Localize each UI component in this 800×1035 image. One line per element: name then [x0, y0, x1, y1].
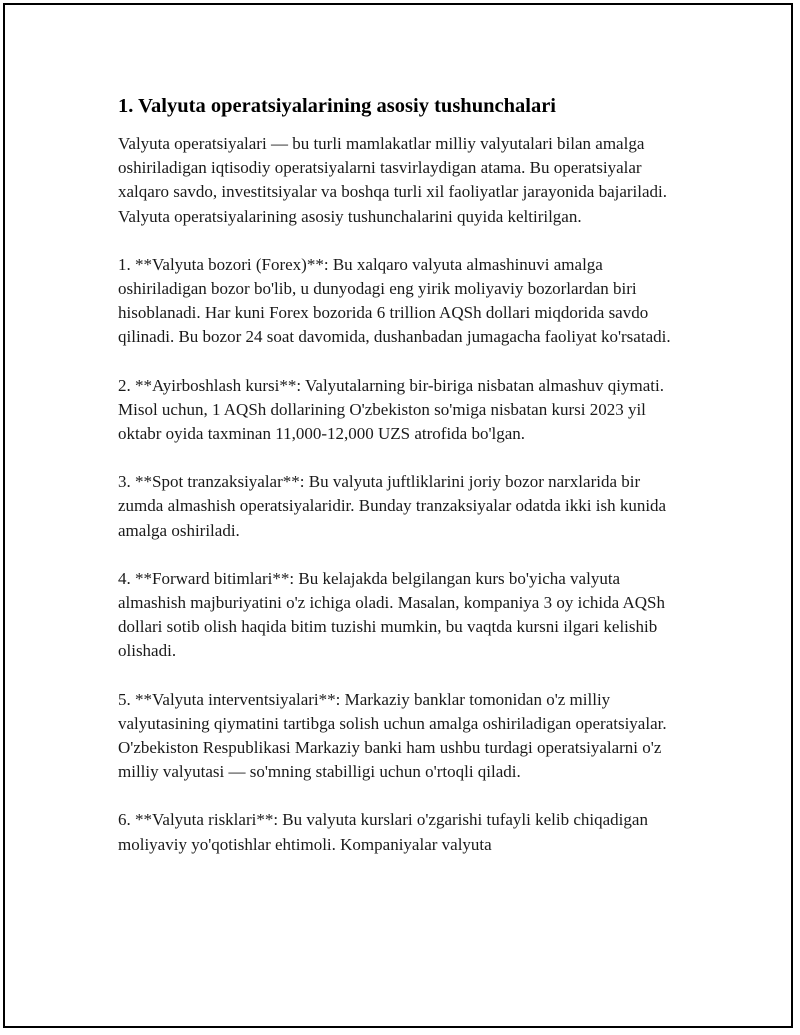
paragraph-currency-interventions: 5. **Valyuta interventsiyalari**: Markaziy banklar tomonidan o'z milliy valyutasining qiymatini tartibga solish uchun amalga oshiriladigan operatsiyalar. O'zbekiston Respublikasi Markaziy banki ham ushbu turdagi operatsiyalarni o'z milliy valyutasi — so'mning stabilligi uchun o'rtoqli qiladi. — [118, 689, 667, 782]
paragraph-forex: 1. **Valyuta bozori (Forex)**: Bu xalqaro valyuta almashinuvi amalga oshiriladigan bozor bo'lib, u dunyodagi eng yirik moliyaviy bozorlardan biri hisoblanadi. Har kuni Forex bozorida 6 trillion AQSh dollari miqdorida savdo qilinadi. Bu bozor 24 soat davomida, dushanbadan jumagacha faoliyat ko'rsatadi. — [118, 254, 671, 347]
paragraph-currency-risks: 6. **Valyuta risklari**: Bu valyuta kurslari o'zgarishi tufayli kelib chiqadigan moliyaviy yo'qotishlar ehtimoli. Kompaniyalar valyuta — [118, 810, 648, 854]
paragraph-exchange-rate: 2. **Ayirboshlash kursi**: Valyutalarning bir-biriga nisbatan almashuv qiymati. Misol uchun, 1 AQSh dollarining O'zbekiston so'miga nisbatan kursi 2023 yil oktabr oyida taxminan 11,000-12,000 UZS atrofida bo'lgan. — [118, 375, 664, 444]
paragraph-forward-contracts: 4. **Forward bitimlari**: Bu kelajakda belgilangan kurs bo'yicha valyuta almashish majburiyatini o'z ichiga oladi. Masalan, kompaniya 3 oy ichida AQSh dollari sotib olish haqida bitim tuzishi mumkin, bu vaqtda kursni ilgari kelishib olishadi. — [118, 568, 665, 661]
section-heading: 1. Valyuta operatsiyalarining asosiy tushunchalari — [118, 95, 556, 117]
document-body — [118, 93, 688, 881]
paragraph-spot-transactions: 3. **Spot tranzaksiyalar**: Bu valyuta juftliklarini joriy bozor narxlarida bir zumda almashish operatsiyalaridir. Bunday tranzaksiyalar odatda ikki ish kunida amalga oshiriladi. — [118, 472, 667, 540]
intro-paragraph: Valyuta operatsiyalari — bu turli mamlakatlar milliy valyutalari bilan amalga oshiriladigan iqtisodiy operatsiyalarni tasvirlaydigan atama. Bu operatsiyalar xalqaro savdo, investitsiyalar va boshqa turli xil faoliyatlar jarayonida bajariladi. Valyuta operatsiyalarining asosiy tushunchalarini quyida keltirilgan. — [118, 134, 668, 226]
